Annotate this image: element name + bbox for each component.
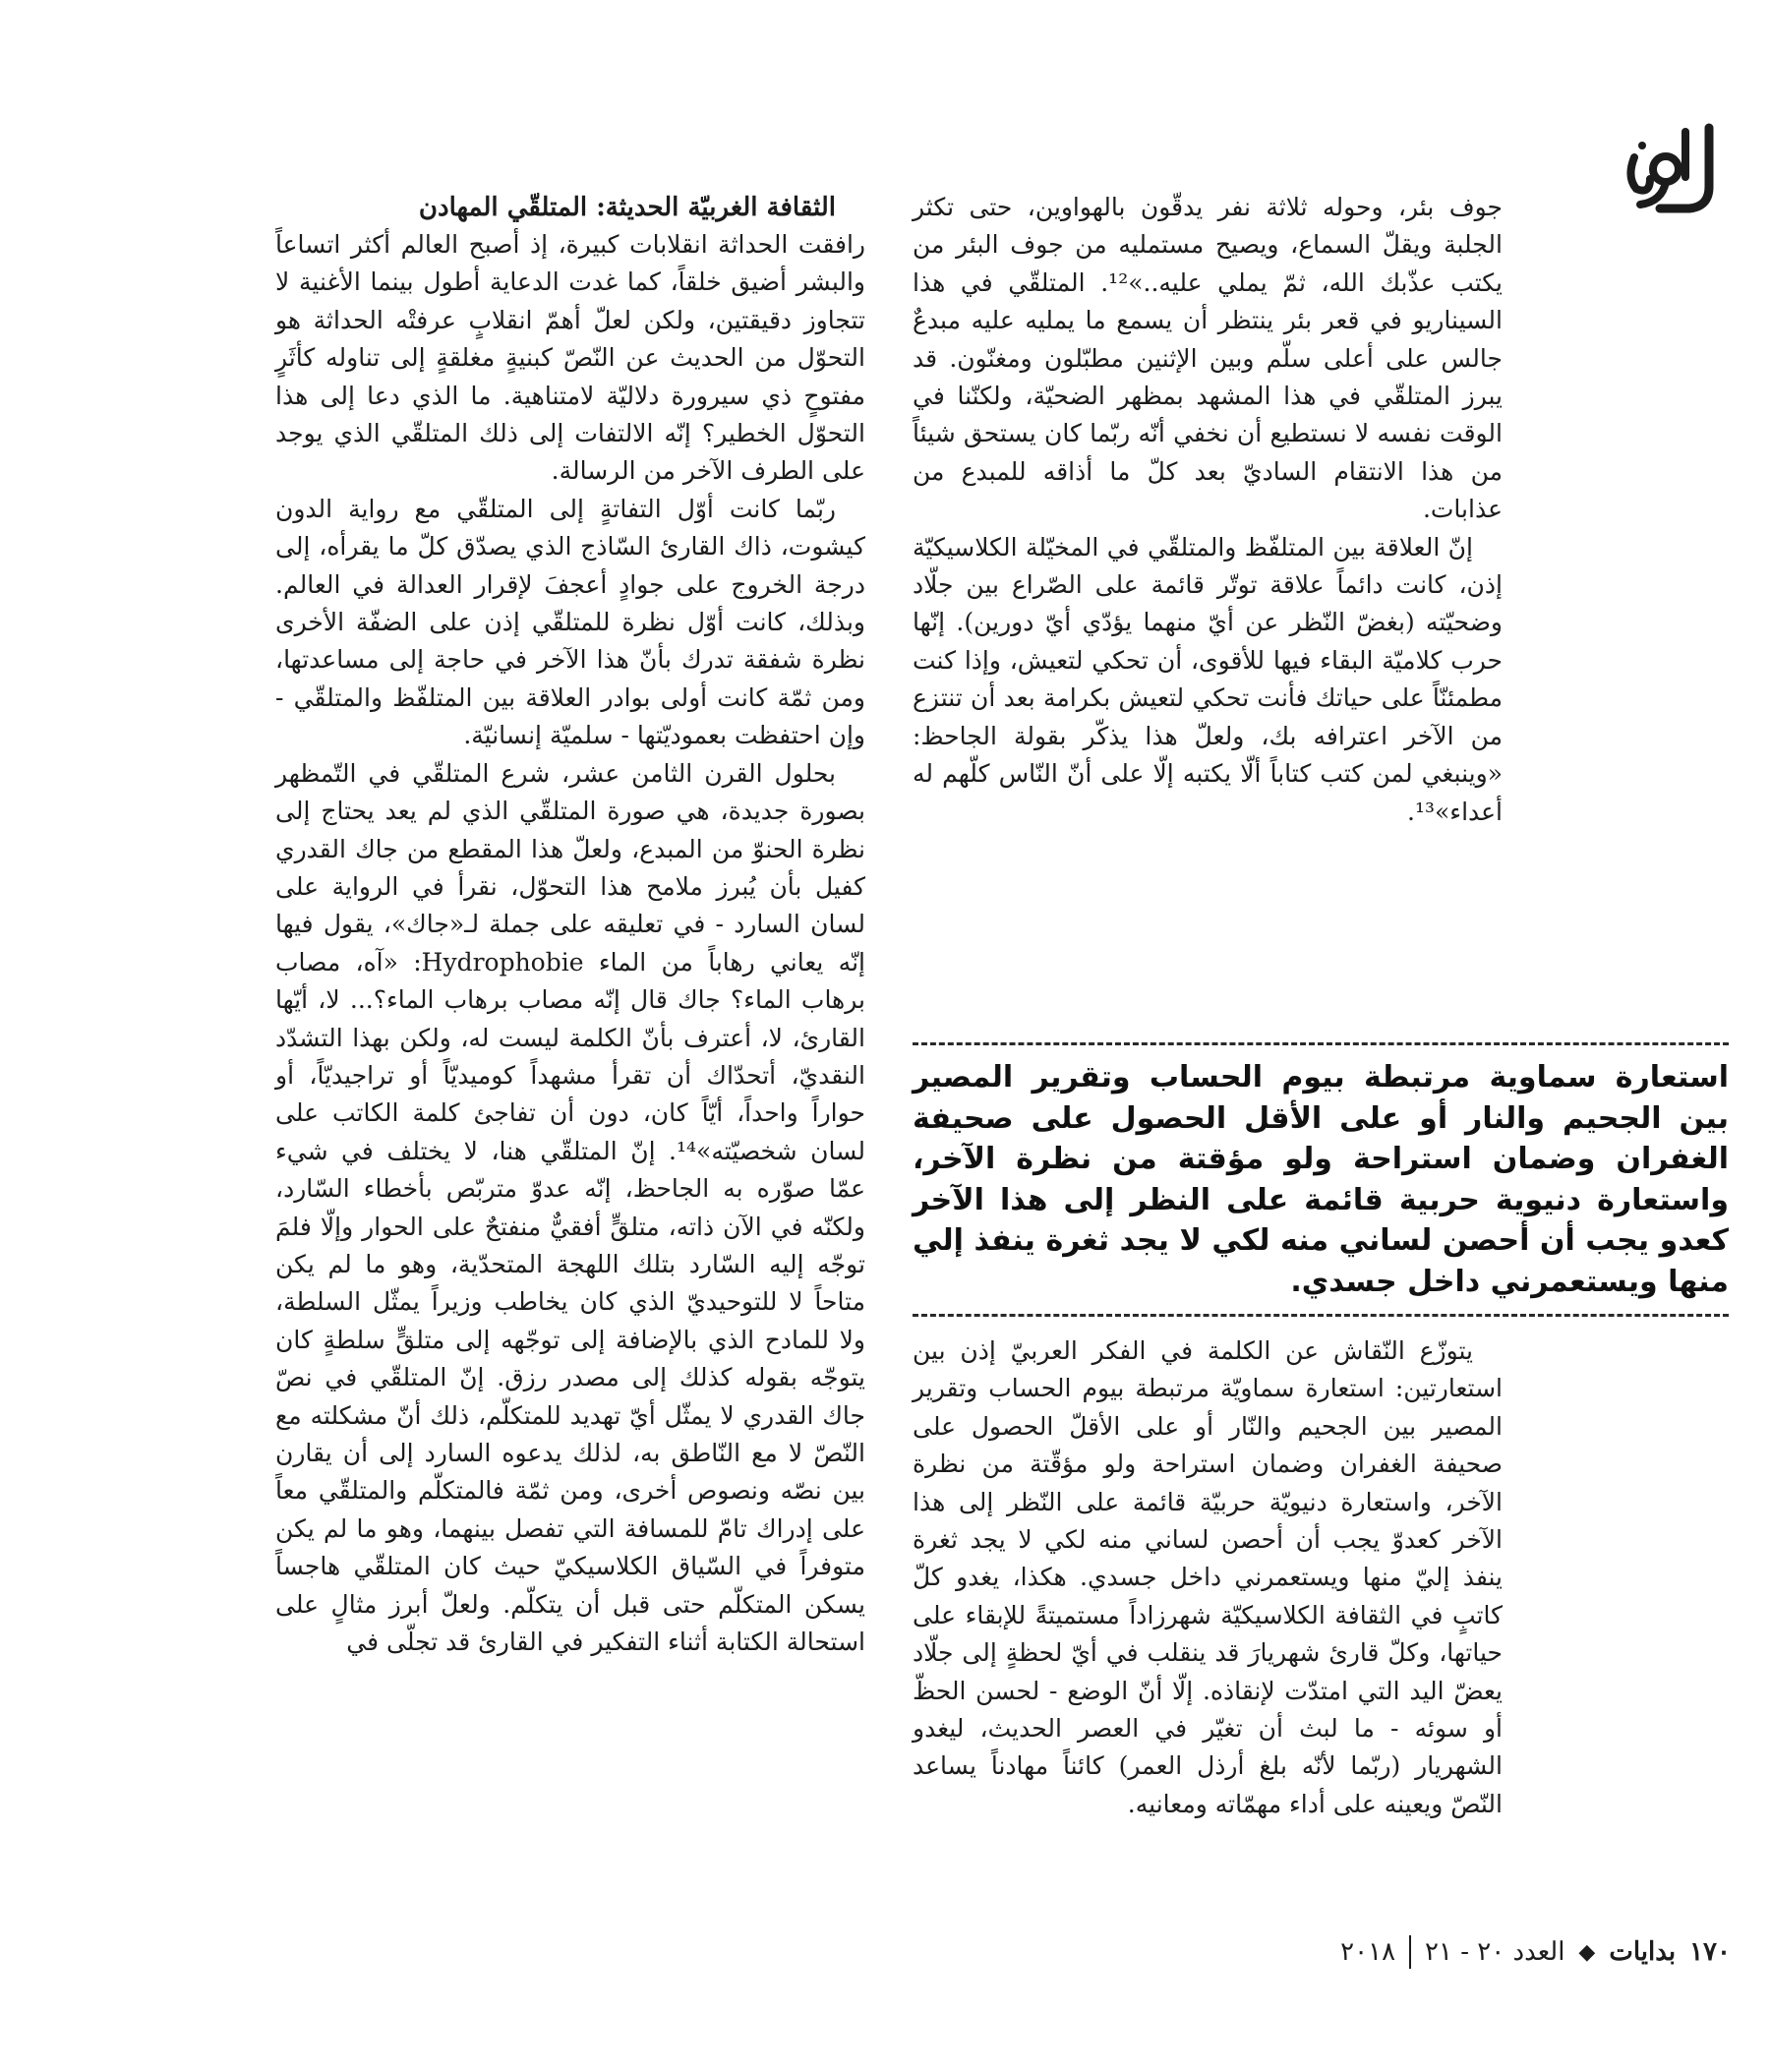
page-footer (1131, 1932, 1731, 1972)
pull-quote-text: استعارة سماوية مرتبطة بيوم الحساب وتقرير المصير بين الجحيم والنار أو على الأقل الحصول على صحيفة الغفران وضمان استراحة ولو مؤقتة من نظرة الآخر، واستعارة دنيوية حربية قائمة على النظر إلى هذا الآخر كعدو يجب أن أحصن لساني منه لكي لا يجد ثغرة ينفذ إلي منها ويستعمرني داخل جسدي. (913, 1060, 1729, 1299)
issue-number: العدد ٢٠ - ٢١ (1425, 1937, 1565, 1967)
paragraph: ربّما كانت أوّل التفاتةٍ إلى المتلقّي مع رواية الدون كيشوت، ذاك القارئ السّاذج الذي يصدّق كلّ ما يقرأه، إلى درجة الخروج على جوادٍ أعجفَ لإقرار العدالة في العالم. وبذلك، كانت أوّل نظرة للمتلقّي إذن على الضفّة الأخرى نظرة شفقة تدرك بأنّ هذا الآخر في حاجة إلى مساعدتها، ومن ثمّة كانت أولى بوادر العلاقة بين المتلفّظ والمتلقّي - وإن احتفظت بعموديّتها - سلميّة إنسانيّة. (275, 494, 865, 750)
pull-quote (913, 1042, 1729, 1317)
calligraphy-logo-icon (1621, 118, 1729, 226)
paragraph: رافقت الحداثة انقلابات كبيرة، إذ أصبح العالم أكثر اتساعاً والبشر أضيق خلقاً، كما غدت الدعاية أطول بينما الأغنية لا تتجاوز دقيقتين، ولكن لعلّ أهمّ انقلابٍ عرفتْه الحداثة هو التحوّل من الحديث عن النّصّ كبنيةٍ مغلقةٍ إلى تناوله كأثَرٍ مفتوحٍ ذي سيرورة دلاليّة لامتناهية. ما الذي دعا إلى هذا التحوّل الخطير؟ إنّه الالتفات إلى ذلك المتلقّي الذي يوجد على الطرف الآخر من الرسالة. (275, 230, 865, 486)
journal-name: بدايات (1609, 1937, 1677, 1967)
right-column-bottom (913, 1332, 1503, 1823)
paragraph: بحلول القرن الثامن عشر، شرع المتلقّي في التّمظهر بصورة جديدة، هي صورة المتلقّي الذي لم يعد يحتاج إلى نظرة الحنوّ من المبدع، ولعلّ هذا المقطع من جاك القدري كفيل بأن يُبرز ملامح هذا التحوّل، نقرأ في الرواية على لسان السارد - في تعليقه على جملة لـ«جاك»، يقول فيها إنّه يعاني رهاباً من الماء Hydrophobie: «آه، مصاب برهاب الماء؟ جاك قال إنّه مصاب برهاب الماء؟... لا، أيّها القارئ، لا، أعترف بأنّ الكلمة ليست له، ولكن بهذا التشدّد النقديّ، أتحدّاك أن تقرأ مشهداً كوميديّاً أو تراجيديّاً، أو حواراً واحداً، أيّاً كان، دون أن تفاجئ كلمة الكاتب على لسان شخصيّته»¹⁴. إنّ المتلقّي هنا، لا يختلف في شيء عمّا صوّره به الجاحظ، إنّه عدوّ متربّص بأخطاء السّارد، ولكنّه في الآن ذاته، متلقٍّ أفقيٌّ منفتحٌ على الحوار وإلّا فلمَ توجّه إليه السّارد بتلك اللهجة المتحدّية، وهو ما لم يكن متاحاً لا للتوحيديّ الذي كان يخاطب وزيراً يمثّل السلطة، ولا للمادح الذي بالإضافة إلى توجّهه إلى متلقٍّ سلطةٍ كان يتوجّه بقوله كذلك إلى مصدر رزق. إنّ المتلقّي في نصّ جاك القدري لا يمثّل أيّ تهديد للمتكلّم، ذلك أنّ مشكلته مع النّصّ لا مع النّاطق به، لذلك يدعوه السارد إلى أن يقارن بين نصّه ونصوص أخرى، ومن ثمّة فالمتكلّم والمتلقّي معاً على إدراك تامّ للمسافة التي تفصل بينهما، وهو ما لم يكن متوفراً في السّياق الكلاسيكيّ حيث كان المتلقّي هاجساً يسكن المتكلّم حتى قبل أن يتكلّم. ولعلّ أبرز مثالٍ على استحالة الكتابة أثناء التفكير في القارئ قد تجلّى في (275, 758, 865, 1657)
paragraph: إنّ العلاقة بين المتلفّظ والمتلقّي في المخيّلة الكلاسيكيّة إذن، كانت دائماً علاقة توتّر قائمة على الصّراع بين جلّاد وضحيّته (بغضّ النّظر عن أيّ منهما يؤدّي أيّ دورين). إنّها حرب كلاميّة البقاء فيها للأقوى، أن تحكي لتعيش، وإذا كنت مطمئنّاً على حياتك فأنت تحكي لتعيش بكرامة بعد أن تنتزع من الآخر اعترافه بك، ولعلّ هذا يذكّر بقولة الجاحظ: «وينبغي لمن كتب كتاباً ألّا يكتبه إلّا على أنّ النّاس كلّهم له أعداء»¹³. (913, 532, 1503, 826)
left-column (275, 189, 865, 1661)
paragraph: جوف بئر، وحوله ثلاثة نفر يدقّون بالهواوين، حتى تكثر الجلبة ويقلّ السماع، ويصيح مستمليه من جوف البئر من يكتب عذّبك الله، ثمّ يملي عليه..»¹². المتلقّي في هذا السيناريو في قعر بئر ينتظر أن يسمع ما يمليه عليه مبدعٌ جالس على أعلى سلّم وبين الإثنين مطبّلون ومغنّون. قد يبرز المتلقّي في هذا المشهد بمظهر الضحيّة، ولكنّنا في الوقت نفسه لا نستطيع أن نخفي أنّه ربّما كان يستحق شيئاً من هذا الانتقام الساديّ بعد كلّ ما أذاقه للمبدع من عذابات. (913, 193, 1503, 524)
section-heading: الثقافة الغربيّة الحديثة: المتلقّي المهادن (418, 193, 836, 222)
paragraph: يتوزّع النّقاش عن الكلمة في الفكر العربيّ إذن بين استعارتين: استعارة سماويّة مرتبطة بيوم الحساب وتقرير المصير بين الجحيم والنّار أو على الأقلّ الحصول على صحيفة الغفران وضمان استراحة ولو مؤقّتة من نظرة الآخر، واستعارة دنيويّة حربيّة قائمة على النّظر إلى هذا الآخر كعدوّ يجب أن أحصن لساني منه لكي لا يجد ثغرة ينفذ إليّ منها ويستعمرني داخل جسدي. هكذا، يغدو كلّ كاتبٍ في الثقافة الكلاسيكيّة شهرزاداً مستميتةً للإبقاء على حياتها، وكلّ قارئ شهريارَ قد ينقلب في أيّ لحظةٍ إلى جلّاد يعضّ اليد التي امتدّت لإنقاذه. إلّا أنّ الوضع - لحسن الحظّ أو سوئه - ما لبث أن تغيّر في العصر الحديث، ليغدو الشهريار (ربّما لأنّه بلغ أرذل العمر) كائناً مهادناً يساعد النّصّ ويعينه على أداء مهمّاته ومعانيه. (913, 1336, 1503, 1818)
right-column-top (913, 189, 1503, 831)
divider (913, 1042, 1729, 1045)
year: ٢٠١٨ (1340, 1937, 1396, 1967)
page-number: ١٧٠ (1689, 1937, 1731, 1967)
divider (913, 1314, 1729, 1317)
divider (1409, 1935, 1411, 1969)
journal-logo (1621, 118, 1729, 226)
diamond-icon: ◆ (1578, 1939, 1596, 1965)
